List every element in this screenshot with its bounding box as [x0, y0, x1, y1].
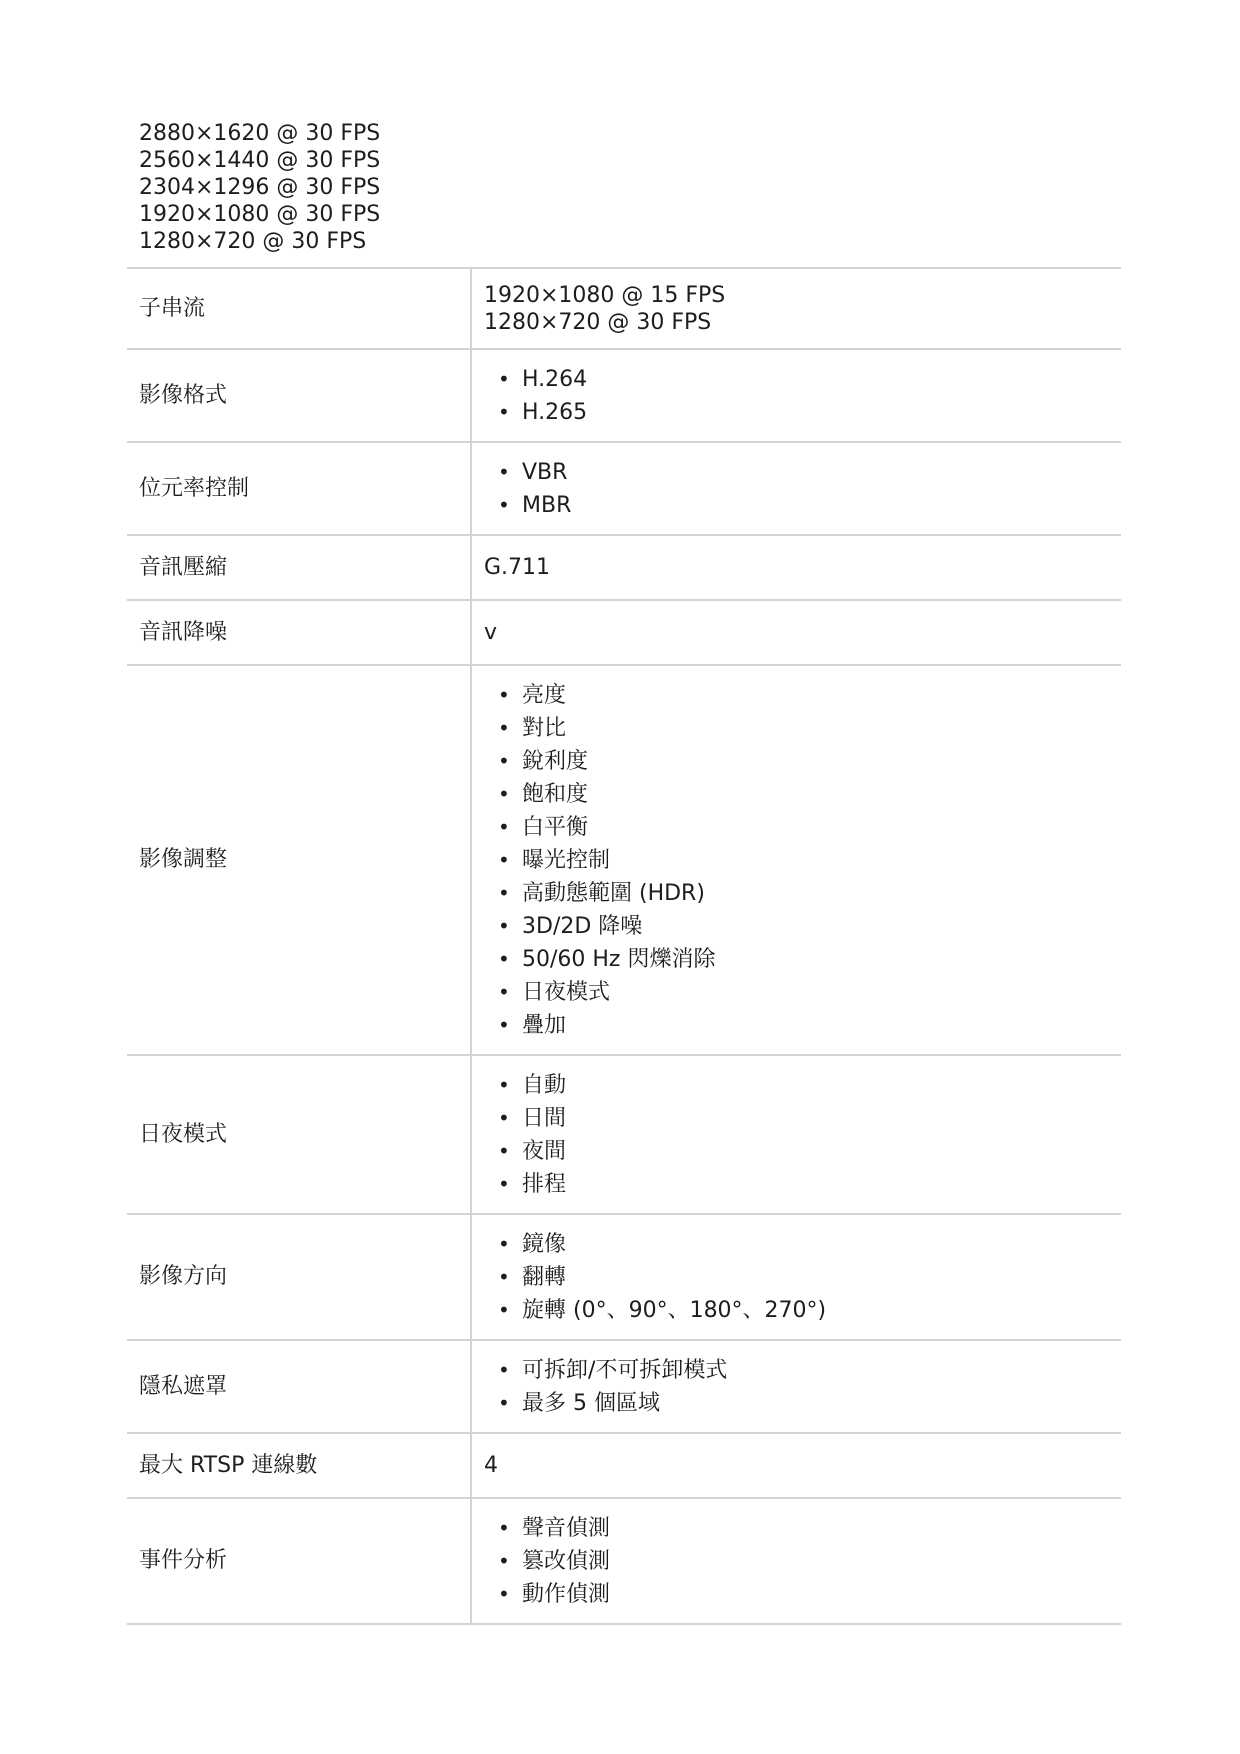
main-stream-resolutions	[127, 118, 1121, 267]
list-item: • 50/60 Hz 閃爍消除	[484, 943, 1109, 976]
resolution-line: 2560×1440 @ 30 FPS	[139, 148, 381, 173]
list-item: • 篡改偵測	[484, 1545, 1109, 1578]
list-item: • 飽和度	[484, 778, 1109, 811]
spec-value	[472, 1056, 1121, 1213]
spec-value	[472, 536, 1121, 599]
spec-value	[472, 1434, 1121, 1497]
list-item: • 可拆卸/不可拆卸模式	[484, 1354, 1109, 1387]
list-item: • 鏡像	[484, 1228, 1109, 1261]
resolution-line: 2880×1620 @ 30 FPS	[139, 121, 381, 146]
spec-row-privacy-mask	[127, 1341, 1121, 1434]
list-item: • 疊加	[484, 1009, 1109, 1042]
list-item: • 亮度	[484, 679, 1109, 712]
list-item: • VBR	[484, 456, 1109, 489]
list-item: • 日間	[484, 1102, 1109, 1135]
resolution-line: 2304×1296 @ 30 FPS	[139, 175, 381, 200]
value-list	[484, 456, 1109, 522]
list-item: • 對比	[484, 712, 1109, 745]
list-item: • 自動	[484, 1069, 1109, 1102]
spec-row-sub-stream	[127, 269, 1121, 350]
spec-row-image-orientation	[127, 1215, 1121, 1341]
spec-value	[472, 443, 1121, 534]
list-item: • 曝光控制	[484, 844, 1109, 877]
list-item: • 3D/2D 降噪	[484, 910, 1109, 943]
spec-row-main-stream-continuation	[127, 118, 1121, 269]
list-item: • 銳利度	[484, 745, 1109, 778]
spec-value	[472, 666, 1121, 1054]
spec-label: 影像調整	[127, 666, 472, 1054]
value-list	[484, 679, 1109, 1042]
spec-label: 最大 RTSP 連線數	[127, 1434, 472, 1497]
value-list	[484, 1512, 1109, 1611]
spec-value	[472, 601, 1121, 664]
spec-label: 事件分析	[127, 1499, 472, 1623]
list-item: • H.265	[484, 396, 1109, 429]
list-item: • 翻轉	[484, 1261, 1109, 1294]
resolution-line: 1920×1080 @ 30 FPS	[139, 202, 381, 227]
spec-row-audio-noise-reduction	[127, 601, 1121, 666]
list-item: • MBR	[484, 489, 1109, 522]
list-item: • 最多 5 個區域	[484, 1387, 1109, 1420]
spec-row-max-rtsp-connections	[127, 1434, 1121, 1499]
list-item: • H.264	[484, 363, 1109, 396]
spec-row-event-analysis	[127, 1499, 1121, 1625]
list-item: • 日夜模式	[484, 976, 1109, 1009]
spec-value	[472, 350, 1121, 441]
list-item: • 動作偵測	[484, 1578, 1109, 1611]
list-item: • 排程	[484, 1168, 1109, 1201]
list-item: • 高動態範圍 (HDR)	[484, 877, 1109, 910]
value-line: v	[484, 620, 498, 645]
list-item: • 聲音偵測	[484, 1512, 1109, 1545]
list-item: • 白平衡	[484, 811, 1109, 844]
spec-label: 音訊壓縮	[127, 536, 472, 599]
spec-table	[127, 118, 1121, 1625]
spec-label: 子串流	[127, 269, 472, 348]
spec-label: 隱私遮罩	[127, 1341, 472, 1432]
spec-label: 影像格式	[127, 350, 472, 441]
value-line: 1920×1080 @ 15 FPS	[484, 282, 726, 308]
value-list	[484, 1069, 1109, 1201]
spec-row-audio-compression	[127, 536, 1121, 601]
value-line: 1280×720 @ 30 FPS	[484, 309, 712, 335]
spec-label: 日夜模式	[127, 1056, 472, 1213]
spec-row-bitrate-control	[127, 443, 1121, 536]
value-line: 4	[484, 1453, 498, 1478]
spec-value	[472, 1499, 1121, 1623]
spec-value	[472, 1341, 1121, 1432]
spec-label: 位元率控制	[127, 443, 472, 534]
spec-row-day-night-mode	[127, 1056, 1121, 1215]
list-item: • 夜間	[484, 1135, 1109, 1168]
value-line: G.711	[484, 555, 551, 580]
resolution-line: 1280×720 @ 30 FPS	[139, 229, 367, 254]
spec-value	[472, 1215, 1121, 1339]
spec-row-image-adjustment	[127, 666, 1121, 1056]
value-list	[484, 363, 1109, 429]
spec-label: 音訊降噪	[127, 601, 472, 664]
spec-row-video-format	[127, 350, 1121, 443]
list-item: • 旋轉 (0°、90°、180°、270°)	[484, 1294, 1109, 1327]
value-list	[484, 1228, 1109, 1327]
spec-label: 影像方向	[127, 1215, 472, 1339]
value-list	[484, 1354, 1109, 1420]
spec-value	[472, 269, 1121, 348]
